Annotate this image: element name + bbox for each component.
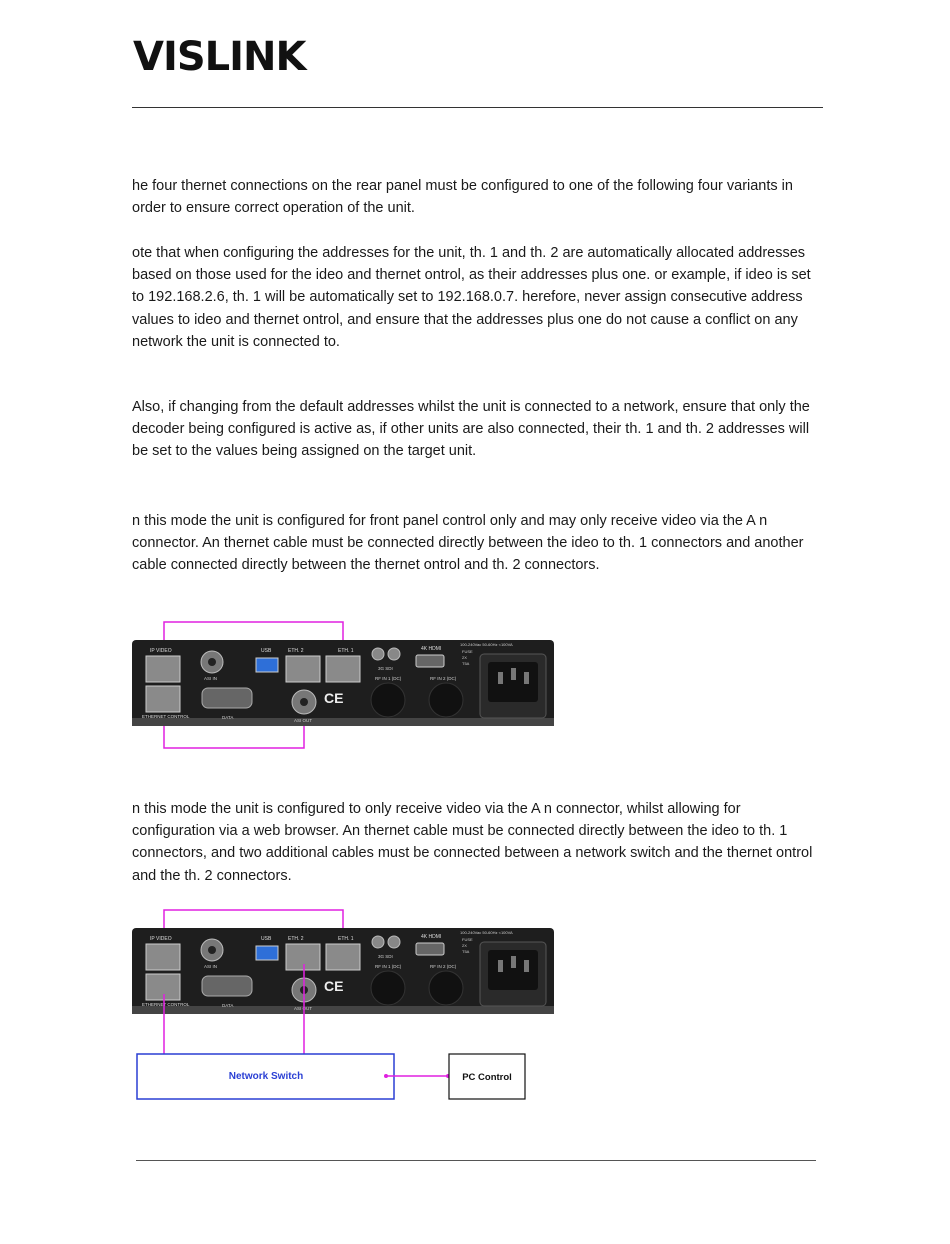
label-ethernet-control: ETHERNET CONTROL [142, 714, 190, 719]
svg-text:3G SDI: 3G SDI [378, 666, 393, 671]
paragraph-mode-web-browser: n this mode the unit is configured to only receive video via the A n connector, whilst allowing for configuration via a web browser. An thernet cable must be connected directly between the ideo to th. 1 connectors, and two additional cables must be connected between a network switch and the thernet ontrol and the th. 2 connectors. [132, 801, 813, 884]
port-eth2 [286, 944, 320, 970]
svg-text:4K HDMI: 4K HDMI [421, 646, 442, 652]
paragraph-mode-front-panel: n this mode the unit is configured for front panel control only and may only receive video via the A n connector. An thernet cable must be connected directly between the ideo to th. 1 connectors and another cable connected directly between the thernet ontrol and th. 2 connectors. [132, 513, 804, 574]
ce-mark: CE [324, 690, 344, 706]
svg-text:IP VIDEO: IP VIDEO [150, 936, 172, 942]
svg-text:FUSE: FUSE [462, 937, 473, 942]
svg-text:ETH. 1: ETH. 1 [338, 648, 354, 654]
connector-data [202, 688, 252, 708]
svg-text:ASI OUT: ASI OUT [294, 718, 313, 723]
svg-text:3G SDI: 3G SDI [378, 954, 393, 959]
svg-text:ASI IN: ASI IN [204, 676, 218, 681]
svg-text:DATA: DATA [222, 1003, 234, 1008]
paragraph-default-address: Also, if changing from the default addresses whilst the unit is connected to a network, ensure that only the decoder being configured is active as, if other units are also connected, their th. 1 and th. 2 addresses will be set to the values being assigned on the target unit. [132, 399, 810, 460]
footer-divider [136, 1160, 816, 1161]
port-ip-video [146, 656, 180, 682]
svg-text:4K HDMI: 4K HDMI [421, 934, 442, 940]
svg-text:100-240Vac 50-60Hz <100VA: 100-240Vac 50-60Hz <100VA [460, 642, 513, 647]
svg-text:ETH. 2: ETH. 2 [288, 648, 304, 654]
port-eth1 [326, 656, 360, 682]
svg-text:2X: 2X [462, 655, 467, 660]
svg-text:USB: USB [261, 936, 272, 942]
svg-text:RF IN 1 (DC): RF IN 1 (DC) [375, 676, 402, 681]
connector-data [202, 976, 252, 996]
vislink-logo: VISLINK [133, 34, 306, 80]
port-ethernet-control [146, 686, 180, 712]
paragraph-address-note: ote that when configuring the addresses for the unit, th. 1 and th. 2 are automatically allocated addresses based on those used for the ideo and thernet ontrol, as their addresses plus one. or example, if ideo is set to 192.168.2.6, th. 1 will be automatically set to 192.168.0.7. herefore, never assign consecutive address values to ideo and thernet ontrol, and ensure that the addresses plus one do not cause a conflict on any network the unit is connected to. [132, 245, 811, 350]
rear-panel-diagram-front-panel-mode [128, 616, 560, 756]
port-eth1 [326, 944, 360, 970]
svg-text:FUSE: FUSE [462, 649, 473, 654]
svg-text:RF IN 2 (DC): RF IN 2 (DC) [430, 676, 457, 681]
connector-rf-in-2 [429, 683, 463, 717]
port-hdmi [416, 655, 444, 667]
svg-text:2X: 2X [462, 943, 467, 948]
svg-text:ETH. 2: ETH. 2 [288, 936, 304, 942]
network-switch-label: Network Switch [228, 1071, 304, 1082]
svg-text:ASI IN: ASI IN [204, 964, 218, 969]
svg-text:ASI OUT: ASI OUT [294, 1006, 313, 1011]
svg-text:RF IN 2 (DC): RF IN 2 (DC) [430, 964, 457, 969]
connector-3g-sdi-a [372, 648, 384, 660]
port-ip-video [146, 944, 180, 970]
svg-text:T5A: T5A [462, 661, 470, 666]
svg-text:USB: USB [261, 648, 272, 654]
port-ethernet-control [146, 974, 180, 1000]
port-usb [256, 946, 278, 960]
svg-text:CE: CE [324, 978, 344, 994]
svg-text:ETH. 1: ETH. 1 [338, 936, 354, 942]
svg-text:T5A: T5A [462, 949, 470, 954]
svg-text:ETHERNET CONTROL: ETHERNET CONTROL [142, 1002, 190, 1007]
rear-panel-diagram-web-browser-mode [128, 904, 560, 1104]
port-hdmi [416, 943, 444, 955]
header-divider [132, 107, 823, 108]
svg-text:RF IN 1 (DC): RF IN 1 (DC) [375, 964, 402, 969]
connector-3g-sdi-b [388, 648, 400, 660]
label-ip-video: IP VIDEO [150, 648, 172, 654]
port-usb [256, 658, 278, 672]
paragraph-ethernet-intro: he four thernet connections on the rear panel must be configured to one of the following four variants in order to ensure correct operation of the unit. [132, 178, 793, 217]
svg-text:100-240Vac 50-60Hz <100VA: 100-240Vac 50-60Hz <100VA [460, 930, 513, 935]
connector-rf-in-1 [371, 683, 405, 717]
pc-control-label: PC Control [462, 1072, 512, 1083]
port-eth2 [286, 656, 320, 682]
svg-text:DATA: DATA [222, 715, 234, 720]
